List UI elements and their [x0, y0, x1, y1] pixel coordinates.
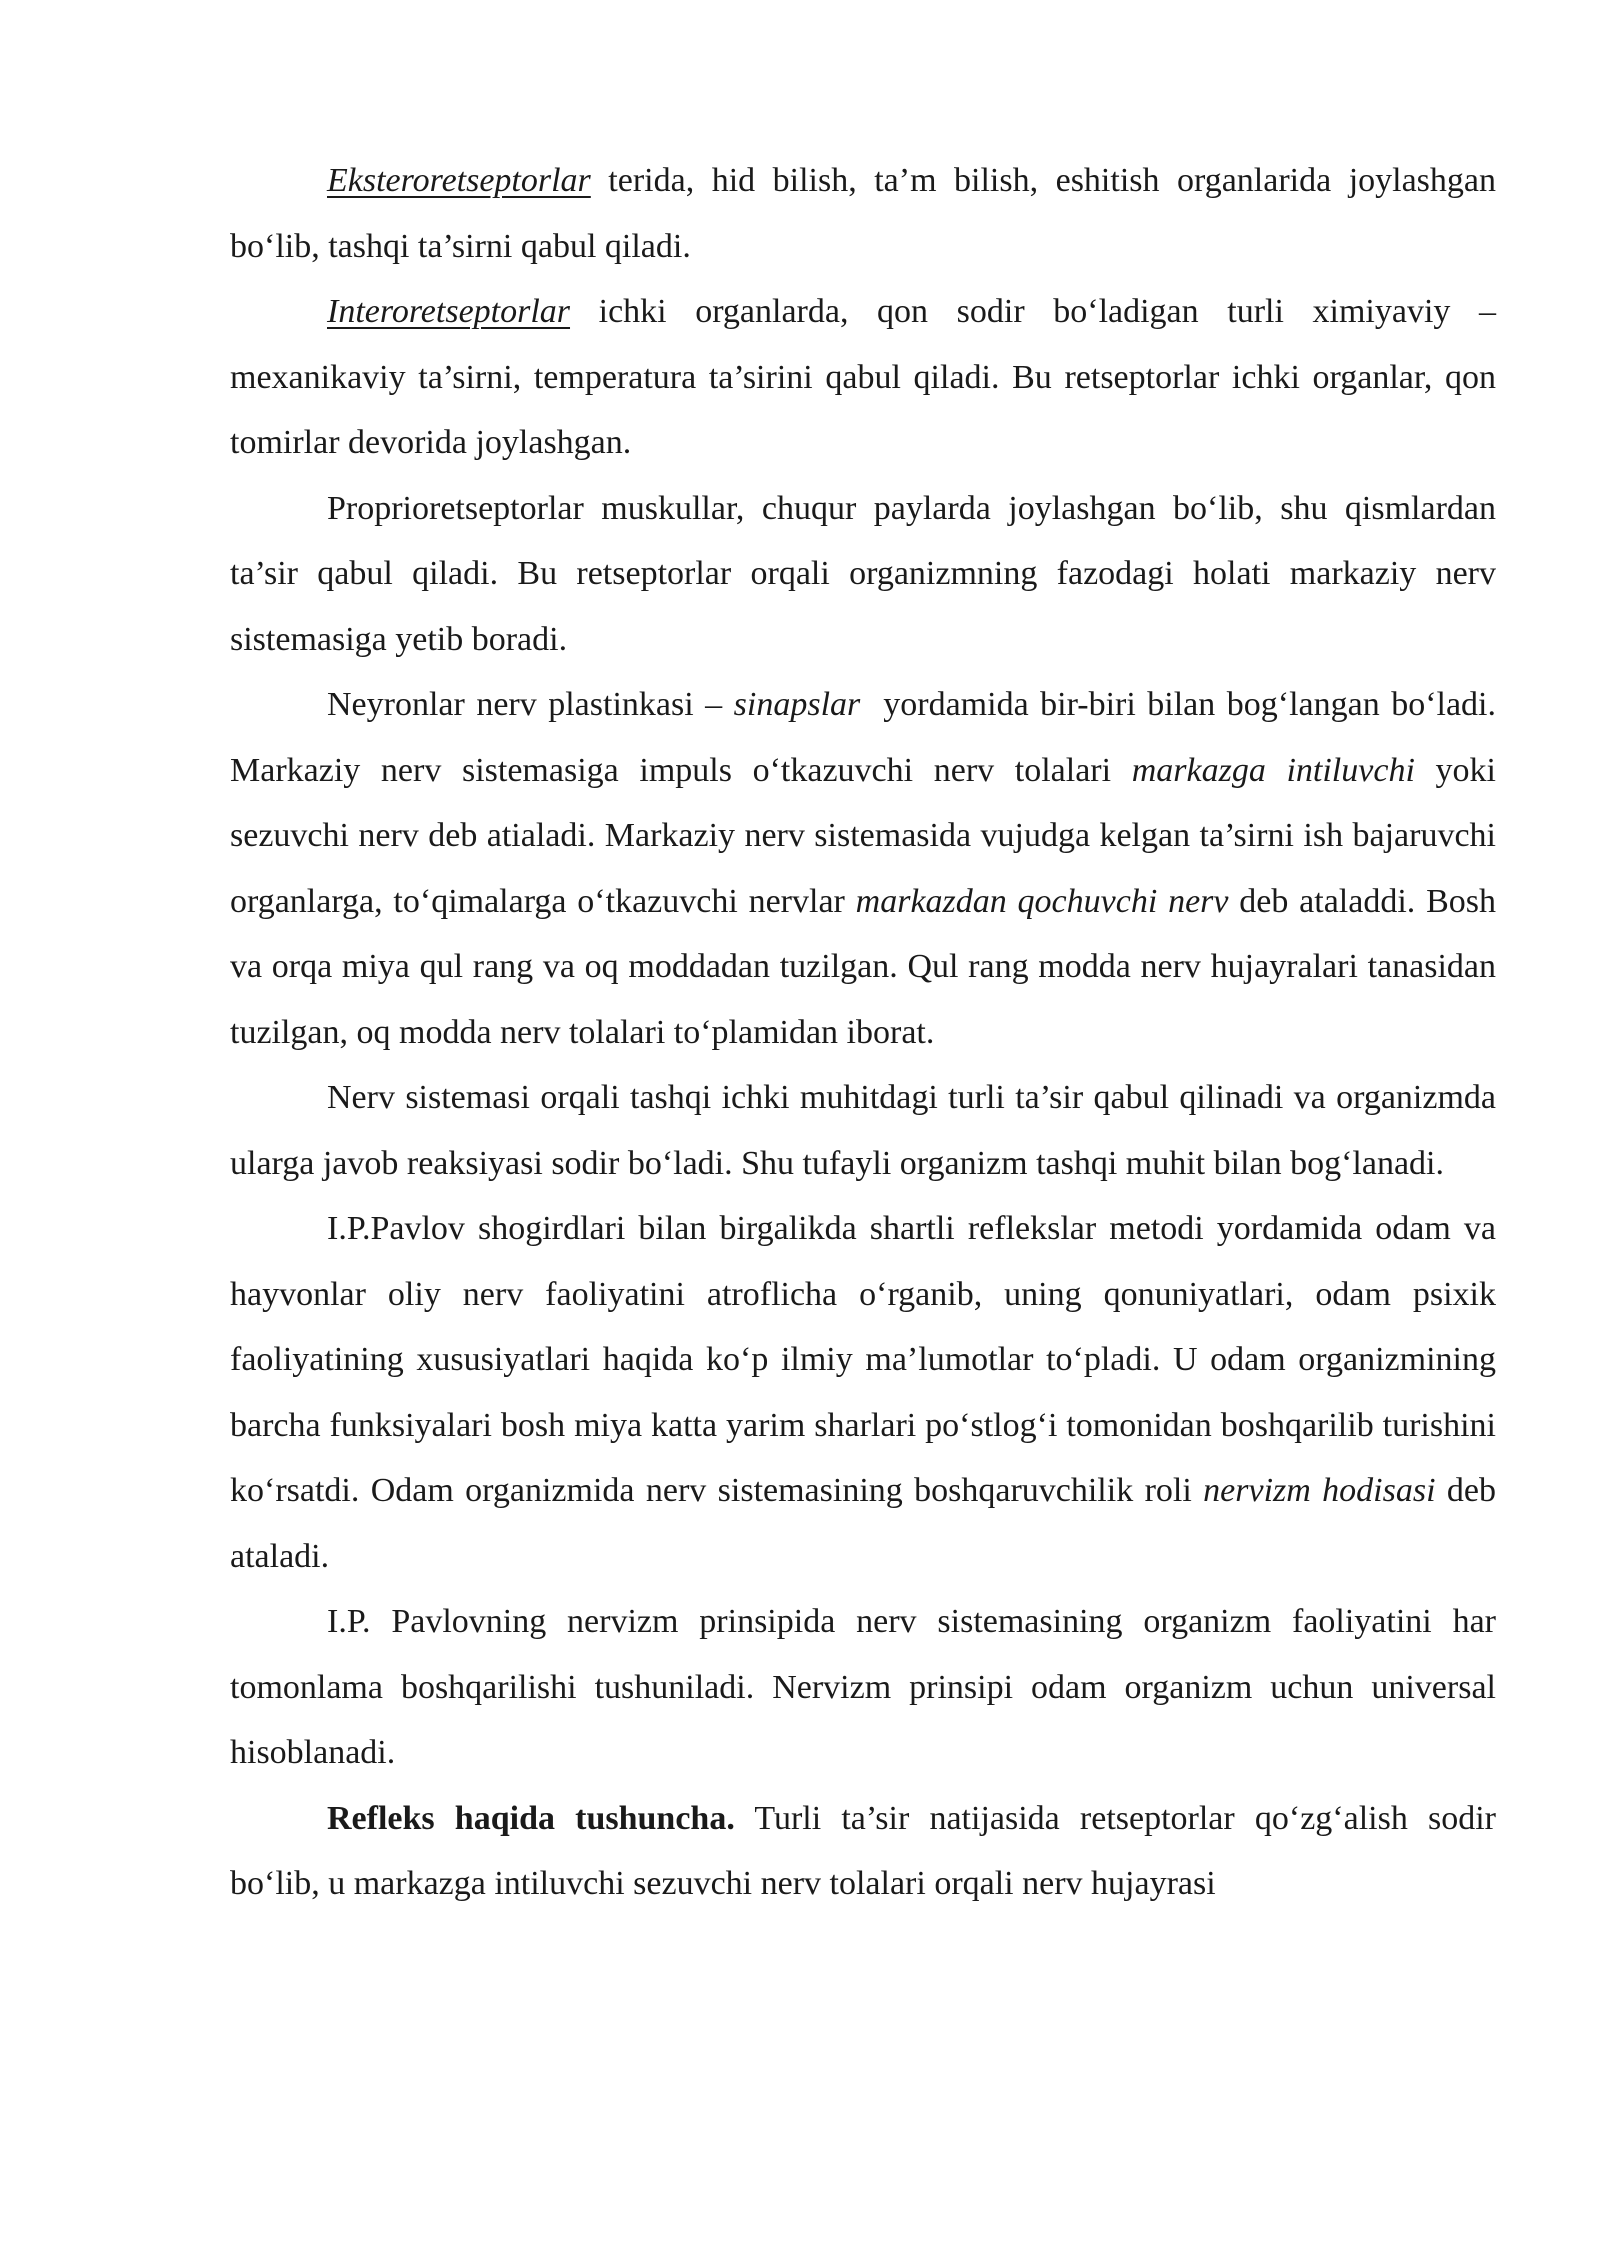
paragraph-text: Neyronlar nerv plastinkasi – — [327, 686, 734, 723]
term-eksteroretseptorlar: Eksteroretseptorlar — [327, 162, 591, 199]
paragraph-text: deb ataladi. — [230, 1472, 1496, 1575]
paragraph-interoreceptors — [230, 279, 1496, 476]
paragraph-reflex-concept — [230, 1786, 1496, 1917]
paragraph-nervism-principle — [230, 1589, 1496, 1786]
term-interoretseptorlar: Interoretseptorlar — [327, 293, 571, 330]
paragraph-pavlov-research — [230, 1196, 1496, 1589]
term-nervizm-hodisasi: nervizm hodisasi — [1203, 1472, 1436, 1509]
paragraph-nervous-system-environment — [230, 1065, 1496, 1196]
term-sinapslar: sinapslar — [733, 686, 861, 723]
paragraph-exteroreceptors — [230, 148, 1496, 279]
term-markazdan-qochuvchi-nerv: markazdan qochuvchi nerv — [855, 882, 1229, 920]
paragraph-text: yordamida bir-biri bilan bog‘langan bo‘ladi. Markaziy nerv sistemasiga impuls o‘tkazuvchi nerv tolalari — [230, 686, 1505, 789]
paragraph-neurons-synapses — [230, 672, 1505, 1065]
term-markazga-intiluvchi: markazga intiluvchi — [1131, 751, 1415, 789]
section-heading-refleks: Refleks haqida tushuncha. — [327, 1799, 735, 1837]
paragraph-text: Turli ta’sir natijasida retseptorlar qo‘zg‘alish sodir bo‘lib, u markazga intiluvchi sezuvchi nerv tolalari orqali nerv hujayrasi — [230, 1799, 1496, 1902]
paragraph-text: Nerv sistemasi orqali tashqi ichki muhitdagi turli ta’sir qabul qilinadi va organizmda ularga javob reaksiyasi sodir bo‘ladi. Shu tufayli organizm tashqi muhit bilan bog‘lanadi. — [230, 1079, 1496, 1182]
paragraph-text: ichki organlarda, qon sodir bo‘ladigan turli ximiyaviy – mexanikaviy ta’sirni, temperatura ta’sirini qabul qiladi. Bu retseptorlar ichki organlar, qon tomirlar devorida joylashgan. — [230, 293, 1496, 461]
paragraph-text: Proprioretseptorlar muskullar, chuqur paylarda joylashgan bo‘lib, shu qismlardan ta’sir qabul qiladi. Bu retseptorlar orqali organizmning fazodagi holati markaziy nerv sistemasiga yetib boradi. — [230, 489, 1496, 658]
document-body — [230, 148, 1505, 1917]
paragraph-text: yoki sezuvchi nerv deb atialadi. Markaziy nerv sistemasida vujudga kelgan ta’sirni ish bajaruvchi organlarga, to‘qimalarga o‘tkazuvchi nervlar — [230, 751, 1496, 920]
paragraph-text: I.P. Pavlovning nervizm prinsipida nerv sistemasining organizm faoliyatini har tomonlama boshqarilishi tushuniladi. Nervizm prinsipi odam organizm uchun universal hisoblanadi. — [230, 1603, 1496, 1771]
paragraph-proprioreceptors — [230, 476, 1496, 673]
paragraph-text: terida, hid bilish, ta’m bilish, eshitish organlarida joylashgan bo‘lib, tashqi ta’sirni qabul qiladi. — [230, 162, 1496, 265]
paragraph-text: deb ataladdi. Bosh va orqa miya qul rang va oq moddadan tuzilgan. Qul rang modda nerv hujayralari tanasidan tuzilgan, oq modda nerv tolalari to‘plamidan iborat. — [230, 882, 1496, 1051]
paragraph-text: I.P.Pavlov shogirdlari bilan birgalikda shartli reflekslar metodi yordamida odam va hayvonlar oliy nerv faoliyatini atroflicha o‘rganib, uning qonuniyatlari, odam psixik faoliyatining xususiyatlari haqida ko‘p ilmiy ma’lumotlar to‘pladi. U odam organizmining barcha funksiyalari bosh miya katta yarim sharlari po‘stlog‘i tomonidan boshqarilib turishini ko‘rsatdi. Odam organizmida nerv sistemasining boshqaruvchilik roli — [230, 1210, 1496, 1509]
